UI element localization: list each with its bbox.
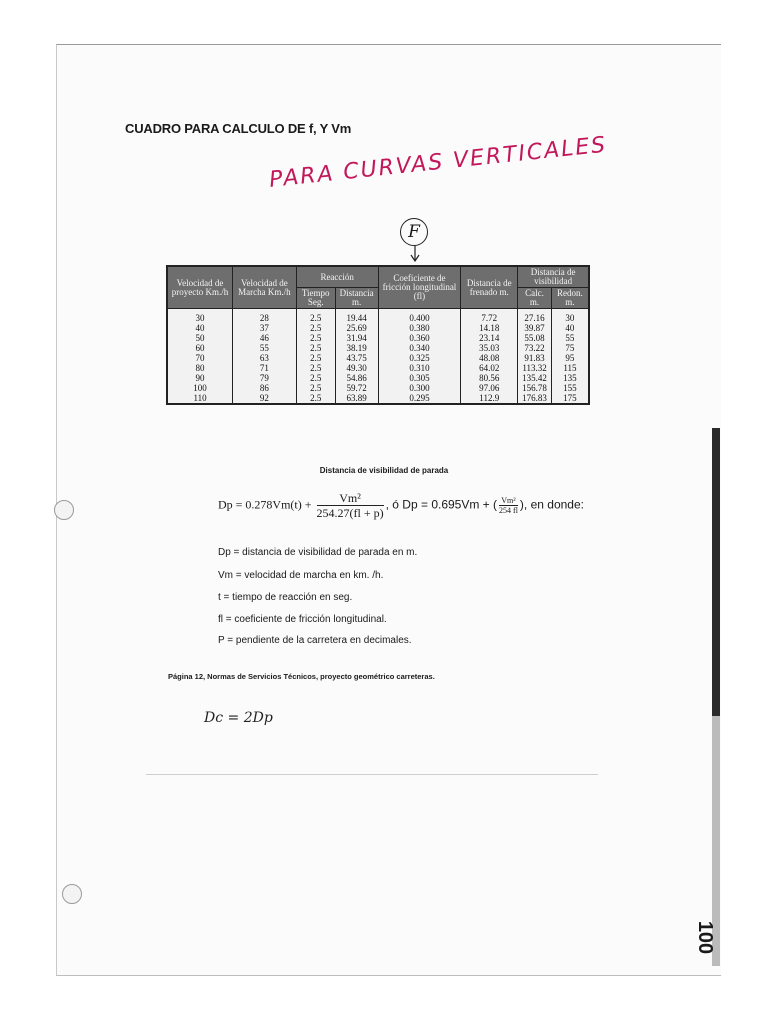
table-cell-df: 7.72 bbox=[461, 309, 518, 324]
table-cell-df: 64.02 bbox=[461, 363, 518, 373]
table-cell-df: 35.03 bbox=[461, 343, 518, 353]
formula-fraction-alt bbox=[499, 496, 518, 515]
formula-numerator-alt: Vm² bbox=[499, 496, 518, 506]
table-cell-vp: 50 bbox=[167, 333, 233, 343]
table-cell-red: 40 bbox=[551, 323, 589, 333]
table-row bbox=[167, 383, 589, 393]
table-cell-d: 49.30 bbox=[335, 363, 378, 373]
table-cell-t: 2.5 bbox=[296, 323, 335, 333]
definition-line: P = pendiente de la carretera en decimales. bbox=[218, 635, 412, 646]
stopping-distance-formula bbox=[218, 491, 584, 520]
table-cell-vp: 100 bbox=[167, 383, 233, 393]
table-cell-calc: 91.83 bbox=[518, 353, 552, 363]
table-cell-vm: 92 bbox=[233, 393, 297, 404]
table-row bbox=[167, 309, 589, 324]
handwritten-note: Dc = 2Dp bbox=[204, 710, 273, 726]
table-cell-t: 2.5 bbox=[296, 353, 335, 363]
table-row bbox=[167, 373, 589, 383]
formula-numerator: Vm² bbox=[317, 491, 384, 506]
table-cell-calc: 39.87 bbox=[518, 323, 552, 333]
table-cell-t: 2.5 bbox=[296, 343, 335, 353]
table-cell-vm: 63 bbox=[233, 353, 297, 363]
table-cell-vm: 79 bbox=[233, 373, 297, 383]
table-cell-red: 175 bbox=[551, 393, 589, 404]
table-cell-vp: 30 bbox=[167, 309, 233, 324]
table-cell-red: 30 bbox=[551, 309, 589, 324]
table-cell-t: 2.5 bbox=[296, 309, 335, 324]
header-distancia: Distancia m. bbox=[335, 288, 378, 309]
formula-fraction bbox=[317, 491, 384, 520]
table-cell-vm: 71 bbox=[233, 363, 297, 373]
table-cell-red: 115 bbox=[551, 363, 589, 373]
table-cell-fl: 0.340 bbox=[378, 343, 461, 353]
table-cell-vm: 28 bbox=[233, 309, 297, 324]
table-row bbox=[167, 343, 589, 353]
formula-denominator: 254.27(fl + p) bbox=[316, 506, 384, 520]
table-cell-vp: 60 bbox=[167, 343, 233, 353]
table-cell-vp: 70 bbox=[167, 353, 233, 363]
table-cell-d: 31.94 bbox=[335, 333, 378, 343]
header-vel-proyecto: Velocidad de proyecto Km./h bbox=[167, 266, 233, 309]
table-cell-vp: 90 bbox=[167, 373, 233, 383]
down-arrow-icon bbox=[410, 246, 420, 262]
table-cell-vm: 86 bbox=[233, 383, 297, 393]
table-cell-fl: 0.360 bbox=[378, 333, 461, 343]
handwritten-marker: F bbox=[400, 218, 428, 246]
table-cell-calc: 113.32 bbox=[518, 363, 552, 373]
table-cell-fl: 0.380 bbox=[378, 323, 461, 333]
binder-hole-icon bbox=[54, 500, 74, 520]
definition-line: t = tiempo de reacción en seg. bbox=[218, 592, 353, 603]
definition-line: Vm = velocidad de marcha en km. /h. bbox=[218, 570, 384, 581]
table-cell-calc: 27.16 bbox=[518, 309, 552, 324]
table-cell-d: 43.75 bbox=[335, 353, 378, 363]
table-cell-fl: 0.310 bbox=[378, 363, 461, 373]
table-cell-df: 23.14 bbox=[461, 333, 518, 343]
formula-denominator-alt: 254 fl bbox=[499, 506, 518, 515]
table-cell-t: 2.5 bbox=[296, 363, 335, 373]
table-cell-t: 2.5 bbox=[296, 393, 335, 404]
header-visibilidad: Distancia de visibilidad bbox=[518, 266, 589, 288]
table-cell-d: 59.72 bbox=[335, 383, 378, 393]
table-cell-calc: 135.42 bbox=[518, 373, 552, 383]
table-row bbox=[167, 353, 589, 363]
table-row bbox=[167, 323, 589, 333]
table-cell-vp: 40 bbox=[167, 323, 233, 333]
visibility-table bbox=[166, 265, 590, 405]
table-cell-t: 2.5 bbox=[296, 373, 335, 383]
table-cell-red: 75 bbox=[551, 343, 589, 353]
page-number: 100 bbox=[694, 920, 717, 955]
document-title: CUADRO PARA CALCULO DE f, Y Vm bbox=[125, 121, 352, 136]
table-cell-vm: 37 bbox=[233, 323, 297, 333]
header-calc: Calc. m. bbox=[518, 288, 552, 309]
binder-hole-icon bbox=[62, 884, 82, 904]
table-cell-d: 54.86 bbox=[335, 373, 378, 383]
table-caption: Distancia de visibilidad de parada bbox=[319, 466, 449, 475]
table-cell-fl: 0.295 bbox=[378, 393, 461, 404]
table-cell-t: 2.5 bbox=[296, 383, 335, 393]
table-cell-df: 14.18 bbox=[461, 323, 518, 333]
header-reaccion: Reacción bbox=[296, 266, 378, 288]
header-tiempo: Tiempo Seg. bbox=[296, 288, 335, 309]
header-coeficiente: Coeficiente de fricción longitudinal (fl) bbox=[378, 266, 461, 309]
header-vel-marcha: Velocidad de Marcha Km./h bbox=[233, 266, 297, 309]
table-cell-t: 2.5 bbox=[296, 333, 335, 343]
table-cell-d: 63.89 bbox=[335, 393, 378, 404]
formula-tail: ), en donde: bbox=[519, 497, 584, 512]
header-frenado: Distancia de frenado m. bbox=[461, 266, 518, 309]
definition-line: Dp = distancia de visibilidad de parada en m. bbox=[218, 547, 418, 558]
formula-alt: , ó Dp = 0.695Vm + ( bbox=[385, 497, 498, 512]
table-cell-vp: 110 bbox=[167, 393, 233, 404]
table-cell-red: 135 bbox=[551, 373, 589, 383]
table-cell-d: 19.44 bbox=[335, 309, 378, 324]
definition-line: fl = coeficiente de fricción longitudinal. bbox=[218, 614, 387, 625]
table-row bbox=[167, 393, 589, 404]
table-cell-df: 112.9 bbox=[461, 393, 518, 404]
table-cell-df: 80.56 bbox=[461, 373, 518, 383]
table-cell-calc: 156.78 bbox=[518, 383, 552, 393]
handwritten-title: PARA CURVAS VERTICALES bbox=[268, 132, 609, 193]
table-cell-vm: 46 bbox=[233, 333, 297, 343]
table-row bbox=[167, 363, 589, 373]
table-cell-red: 55 bbox=[551, 333, 589, 343]
table-cell-calc: 176.83 bbox=[518, 393, 552, 404]
table-cell-fl: 0.300 bbox=[378, 383, 461, 393]
table-cell-red: 155 bbox=[551, 383, 589, 393]
table-cell-d: 38.19 bbox=[335, 343, 378, 353]
header-redon: Redon. m. bbox=[551, 288, 589, 309]
table-cell-df: 97.06 bbox=[461, 383, 518, 393]
table-cell-vp: 80 bbox=[167, 363, 233, 373]
table-cell-red: 95 bbox=[551, 353, 589, 363]
table-cell-fl: 0.400 bbox=[378, 309, 461, 324]
table-cell-calc: 73.22 bbox=[518, 343, 552, 353]
table-cell-df: 48.08 bbox=[461, 353, 518, 363]
table-cell-fl: 0.305 bbox=[378, 373, 461, 383]
table-cell-fl: 0.325 bbox=[378, 353, 461, 363]
table-cell-d: 25.69 bbox=[335, 323, 378, 333]
table-cell-calc: 55.08 bbox=[518, 333, 552, 343]
source-reference: Página 12, Normas de Servicios Técnicos, proyecto geométrico carreteras. bbox=[168, 672, 435, 681]
table-cell-vm: 55 bbox=[233, 343, 297, 353]
formula-lhs: Dp = 0.278Vm(t) + bbox=[218, 497, 312, 512]
table-row bbox=[167, 333, 589, 343]
divider bbox=[146, 774, 598, 775]
